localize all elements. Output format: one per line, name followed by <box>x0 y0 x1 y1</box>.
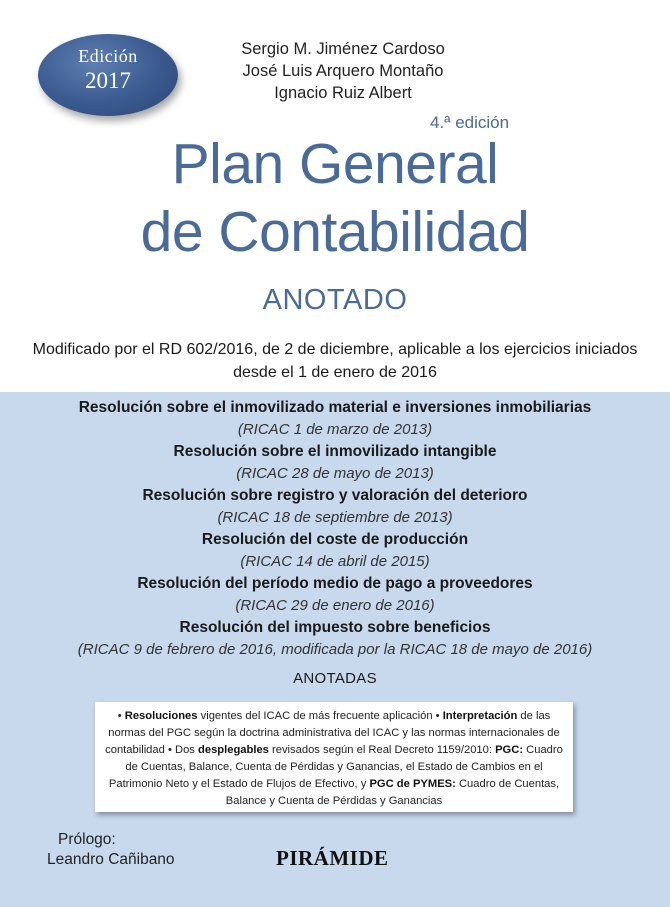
publisher-logo: PIRÁMIDE <box>276 846 389 870</box>
resolution-ref: (RICAC 18 de septiembre de 2013) <box>217 509 453 526</box>
book-title <box>0 130 670 266</box>
resolution-ref: (RICAC 29 de enero de 2016) <box>235 597 435 614</box>
badge-label: Edición <box>78 46 138 66</box>
infobox-text: Dos <box>171 744 199 756</box>
contents-box <box>95 702 573 812</box>
anotadas-label: ANOTADAS <box>293 670 377 687</box>
author-name: Ignacio Ruiz Albert <box>274 84 412 102</box>
resolution-title: Resolución sobre el inmovilizado material e inversiones inmobiliarias <box>78 399 592 416</box>
infobox-bold: Interpretación <box>442 710 518 722</box>
infobox-bold: PGC de PYMES: <box>369 778 456 790</box>
authors-block <box>208 38 478 104</box>
modification-note <box>20 338 650 384</box>
infobox-text: vigentes del ICAC de más frecuente aplicación <box>197 710 436 722</box>
edition-number: 4.ª edición <box>430 113 510 132</box>
resolution-ref: (RICAC 1 de marzo de 2013) <box>237 421 433 438</box>
resolution-title: Resolución sobre el inmovilizado intangible <box>173 443 497 460</box>
infobox-text: Cuadro de Cuentas, Balance, Cuenta de Pérdidas y Ganancias, el Estado de Cambios en el Patrimonio Neto y el Estado de Flujos de Efectivo, y <box>108 744 563 790</box>
resolution-title: Resolución sobre registro y valoración del deterioro <box>142 487 528 504</box>
resolution-title: Resolución del coste de producción <box>201 531 469 548</box>
resolution-title: Resolución del período medio de pago a proveedores <box>137 575 533 592</box>
prologue-label: Prólogo: <box>58 831 116 848</box>
resolutions-list <box>0 397 670 661</box>
bullet: • <box>167 744 172 756</box>
infobox-text: de las normas del PGC según la doctrina administrativa del ICAC y las normas internacionales de contabilidad <box>105 710 560 756</box>
badge-year: 2017 <box>85 68 131 93</box>
infobox-bold: PGC: <box>495 744 524 756</box>
prologue-author: Leandro Cañibano <box>47 851 175 868</box>
resolution-ref: (RICAC 14 de abril de 2015) <box>240 553 430 570</box>
author-name: José Luis Arquero Montaño <box>242 62 444 80</box>
resolution-title: Resolución del impuesto sobre beneficios <box>179 619 491 636</box>
infobox-bold: desplegables <box>198 744 269 756</box>
modification-line: Modificado por el RD 602/2016, de 2 de diciembre, aplicable a los ejercicios iniciados <box>32 341 638 358</box>
edition-badge <box>38 34 178 116</box>
title-line: de Contabilidad <box>140 200 530 264</box>
infobox-text: Cuadro de Cuentas, Balance y Cuenta de Pérdidas y Ganancias <box>225 778 560 807</box>
resolution-ref: (RICAC 9 de febrero de 2016, modificada por la RICAC 18 de mayo de 2016) <box>77 641 593 658</box>
infobox-bold: Resoluciones <box>124 710 198 722</box>
infobox-text: revisados según el Real Decreto 1159/2010: <box>268 744 496 756</box>
title-subtitle: ANOTADO <box>262 284 408 316</box>
bullet: • <box>117 710 122 722</box>
bullet: • <box>435 710 440 722</box>
resolution-ref: (RICAC 28 de mayo de 2013) <box>236 465 434 482</box>
author-name: Sergio M. Jiménez Cardoso <box>241 40 445 58</box>
title-line: Plan General <box>171 132 499 196</box>
modification-line: desde el 1 de enero de 2016 <box>233 364 437 381</box>
